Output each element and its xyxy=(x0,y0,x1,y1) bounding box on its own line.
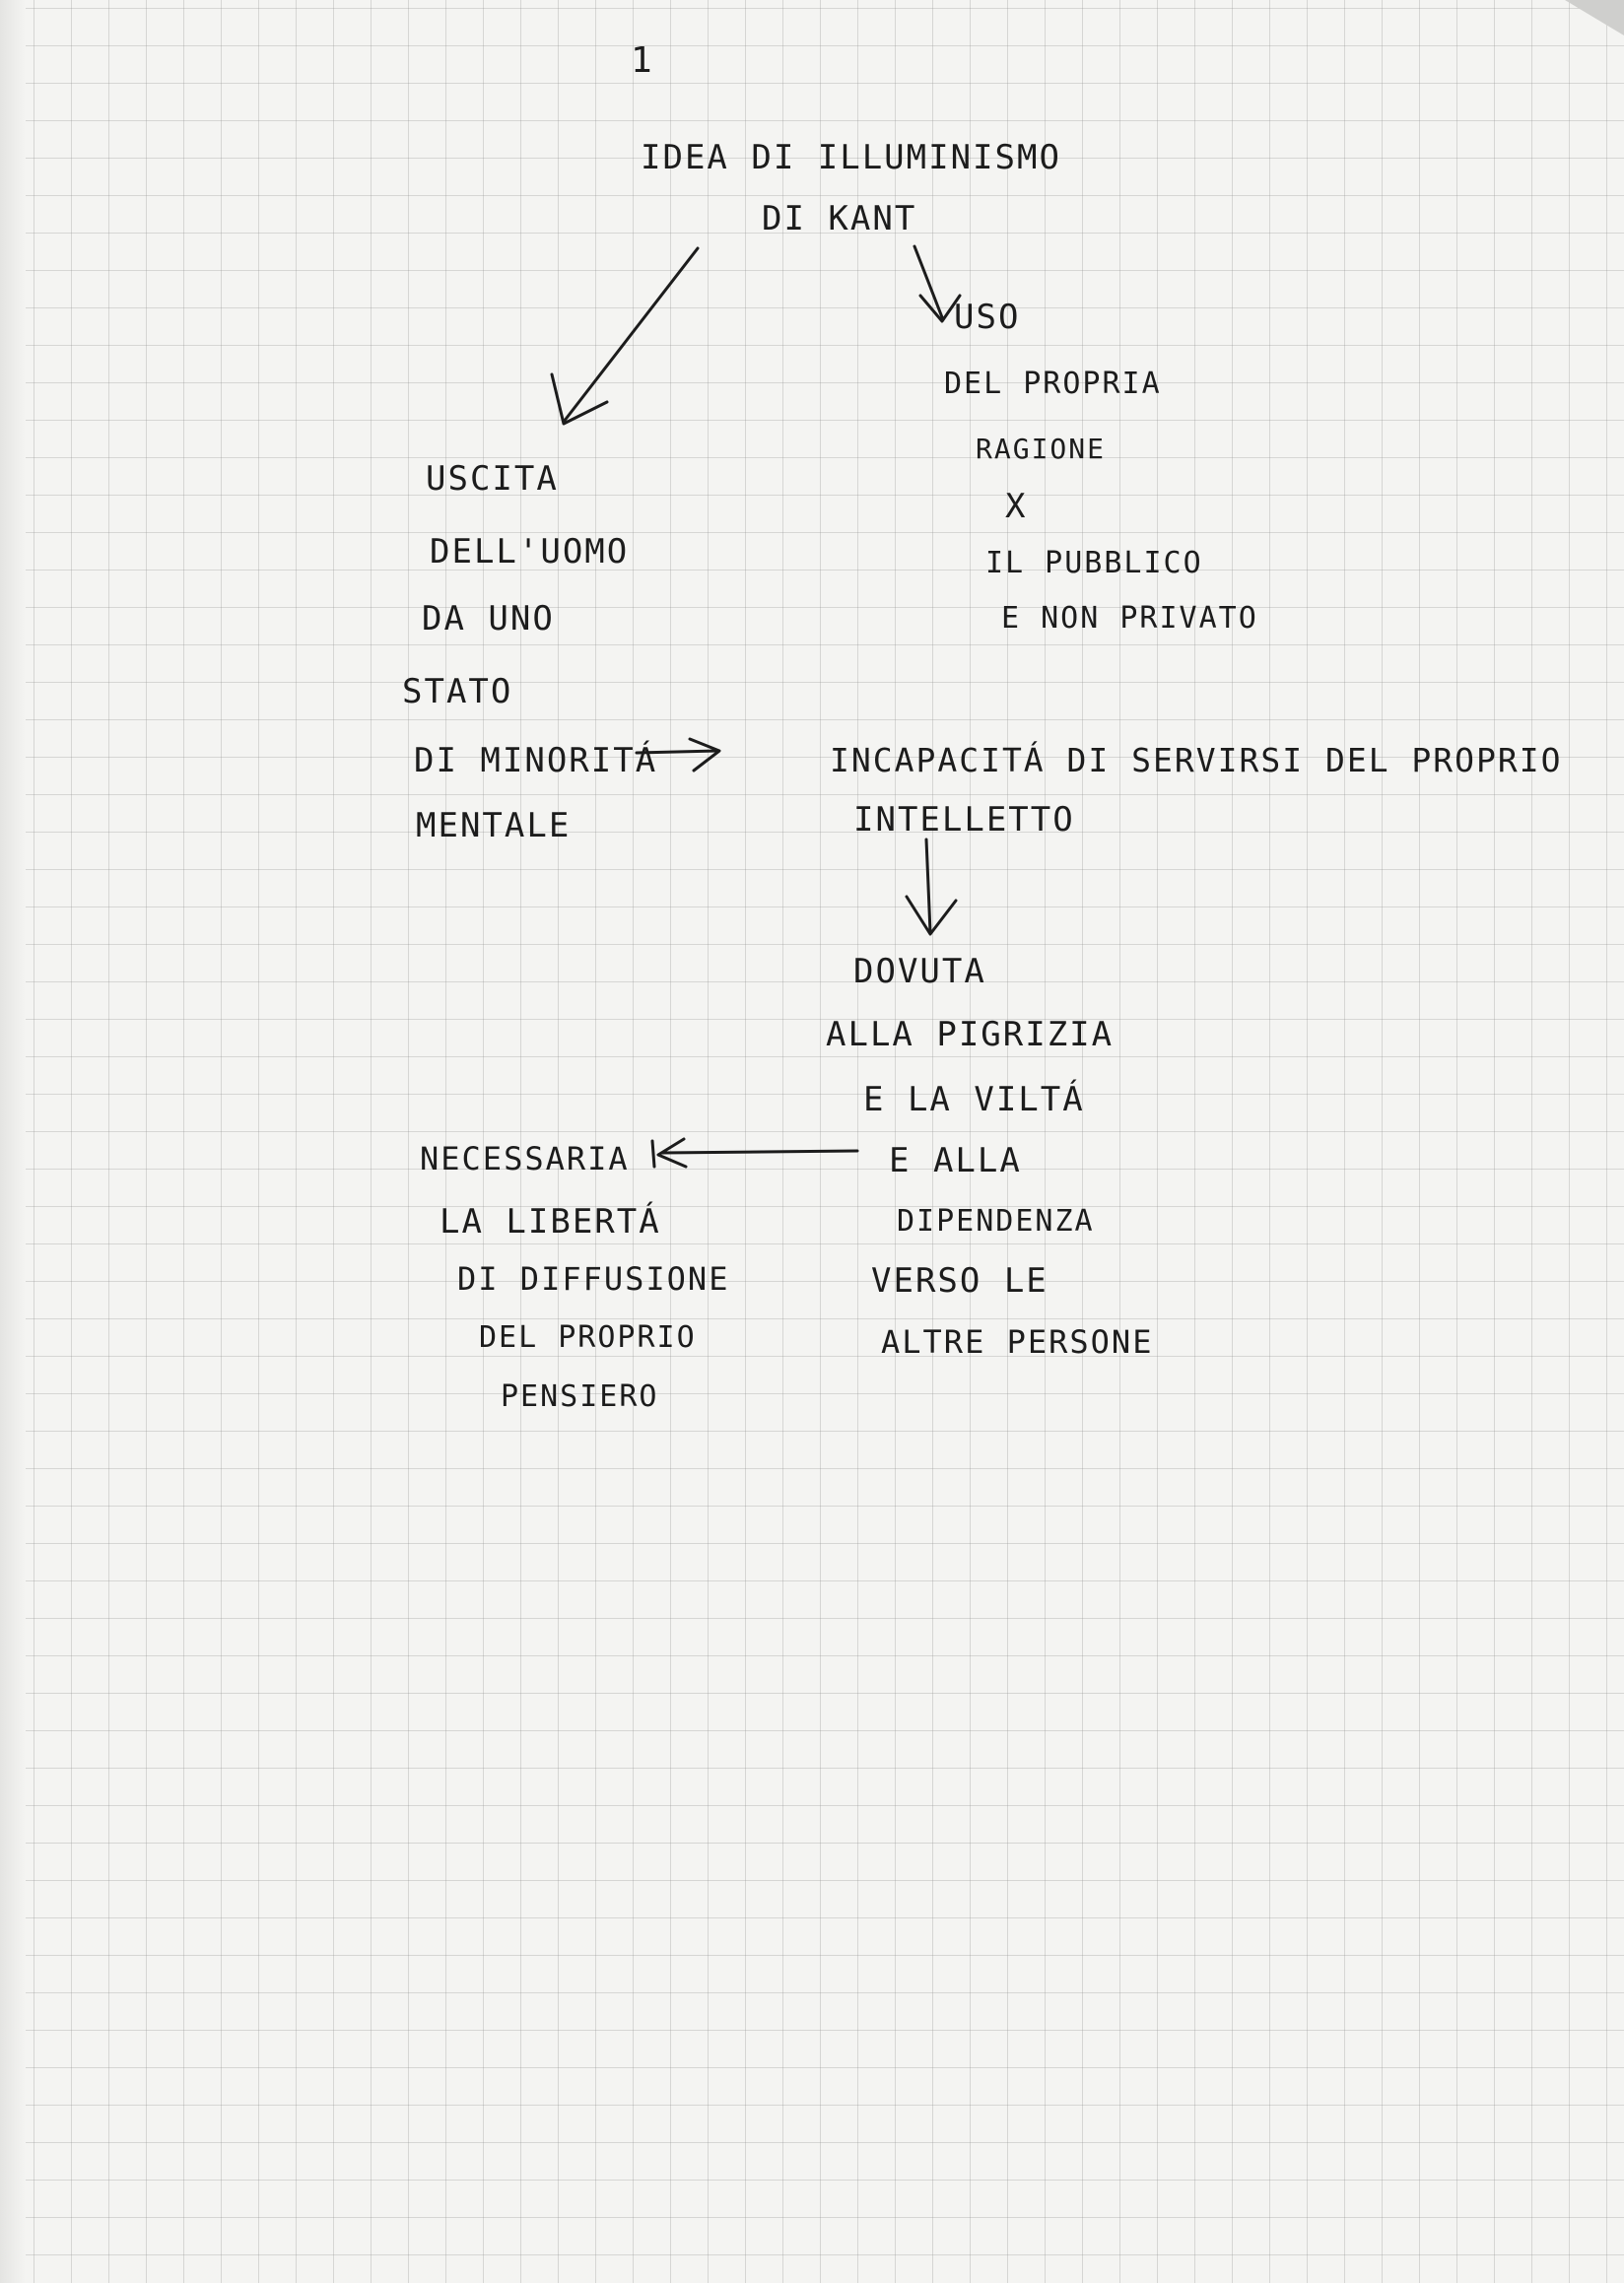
cause-line: ALTRE PERSONE xyxy=(881,1323,1154,1361)
left-branch-line: USCITA xyxy=(426,459,559,499)
conclusion-line: PENSIERO xyxy=(501,1379,659,1414)
arrow-minority-to-definition xyxy=(637,739,719,771)
definition-line: INCAPACITÁ DI SERVIRSI DEL PROPRIO xyxy=(830,741,1563,779)
arrow-definition-to-cause xyxy=(907,839,956,934)
left-branch-line: STATO xyxy=(402,672,513,711)
right-branch-line: E NON PRIVATO xyxy=(1001,601,1258,636)
cause-line: VERSO LE xyxy=(871,1261,1049,1301)
right-branch-line: USO xyxy=(954,298,1021,337)
arrow-cause-to-conclusion xyxy=(652,1139,857,1167)
conclusion-line: DI DIFFUSIONE xyxy=(457,1260,730,1298)
left-branch-line: MENTALE xyxy=(416,806,572,845)
conclusion-line: LA LIBERTÁ xyxy=(440,1202,661,1242)
right-branch-line: RAGIONE xyxy=(976,433,1107,465)
arrow-title-to-right xyxy=(914,246,960,321)
title-line: DI KANT xyxy=(762,199,917,238)
left-branch-line: DA UNO xyxy=(422,599,555,638)
conclusion-line: NECESSARIA xyxy=(420,1140,630,1177)
right-branch-line: X xyxy=(1005,487,1028,526)
cause-line: ALLA PIGRIZIA xyxy=(826,1015,1115,1054)
left-branch-line: DI MINORITÁ xyxy=(414,741,658,780)
right-branch-line: IL PUBBLICO xyxy=(985,546,1203,580)
cause-line: E LA VILTÁ xyxy=(863,1080,1085,1119)
conclusion-line: DEL PROPRIO xyxy=(479,1320,697,1355)
title-line: IDEA DI ILLUMINISMO xyxy=(641,138,1061,177)
cause-line: DIPENDENZA xyxy=(897,1204,1095,1239)
left-branch-line: DELL'UOMO xyxy=(430,532,630,571)
arrow-title-to-left xyxy=(552,248,698,424)
page-number: 1 xyxy=(631,40,654,81)
cause-line: E ALLA xyxy=(889,1141,1022,1180)
right-branch-line: DEL PROPRIA xyxy=(944,367,1162,401)
definition-line: INTELLETTO xyxy=(853,800,1075,839)
cause-line: DOVUTA xyxy=(853,952,986,991)
